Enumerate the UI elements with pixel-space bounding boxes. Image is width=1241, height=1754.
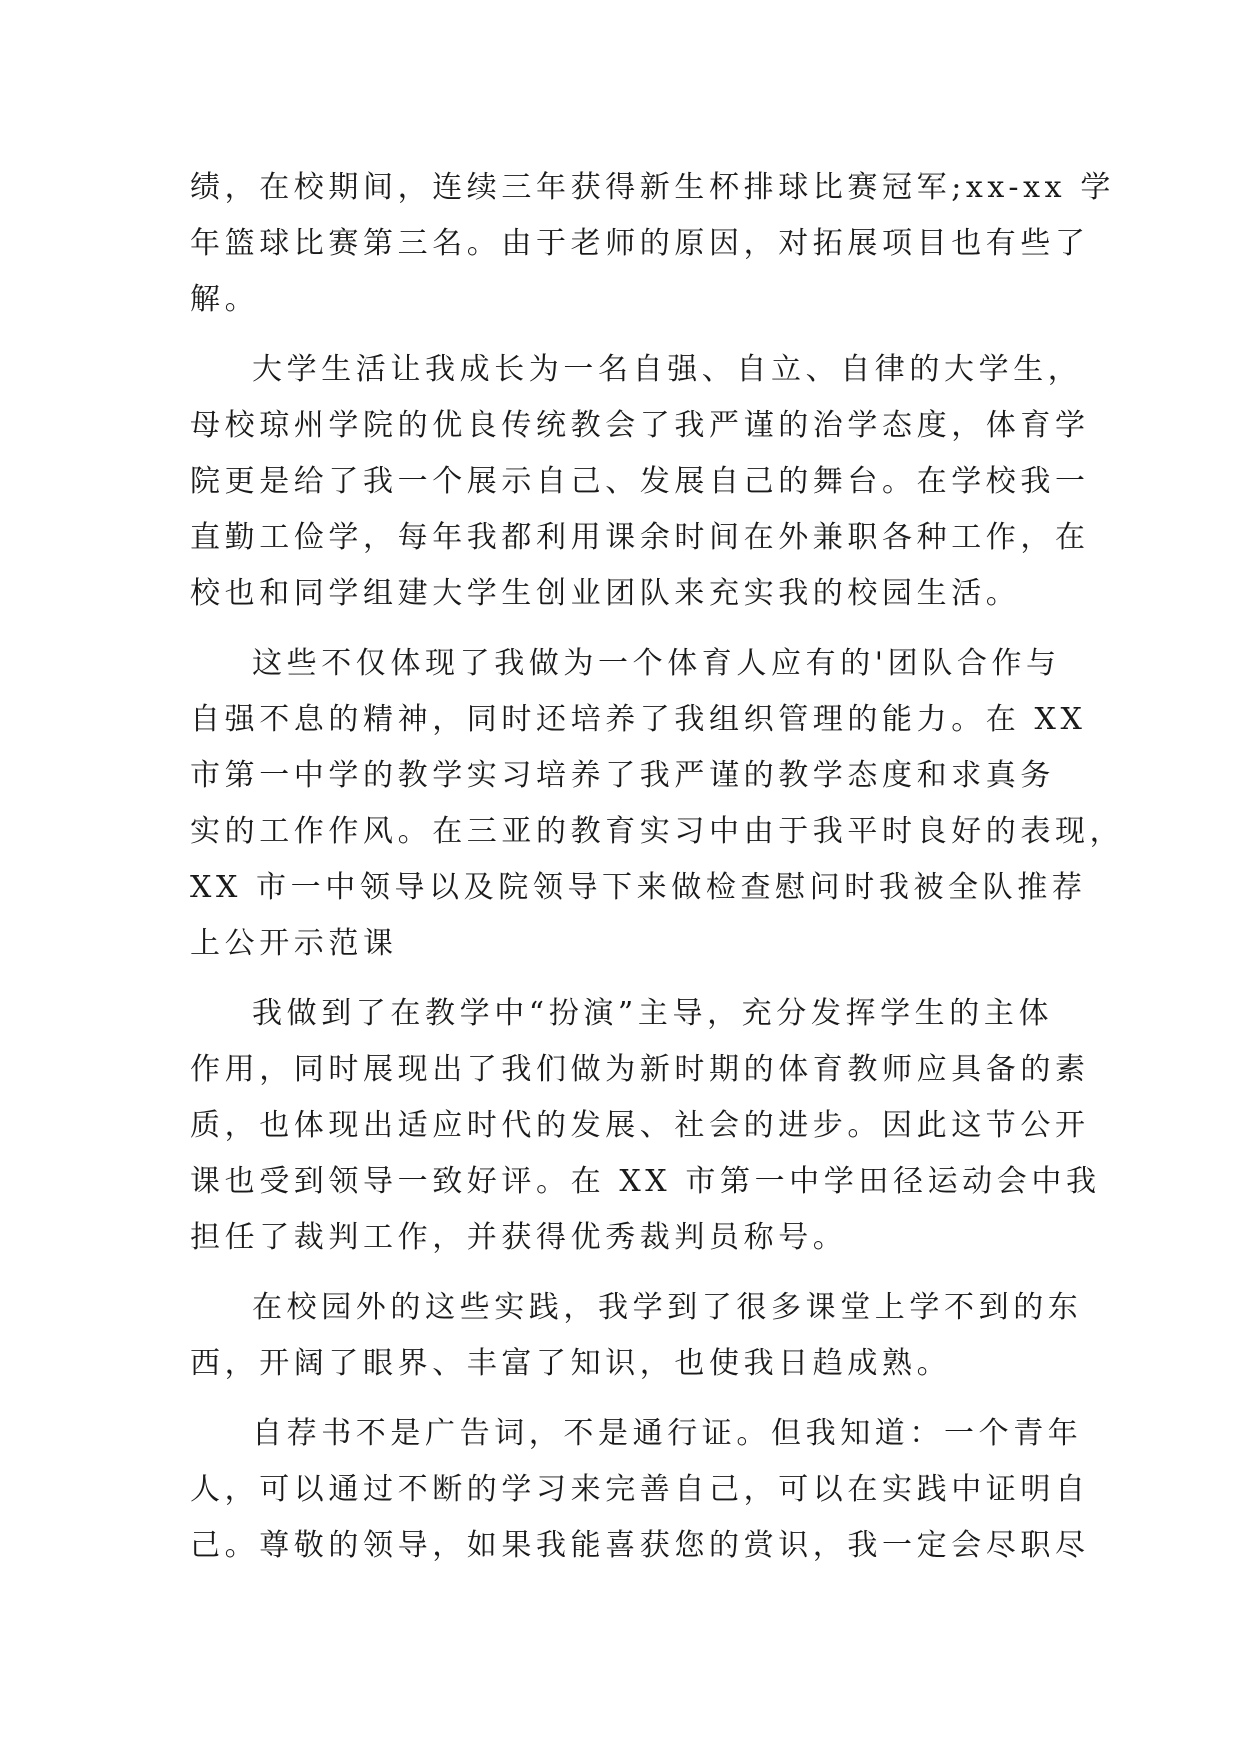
paragraph-6 — [190, 1406, 1090, 1574]
paragraph-2 — [190, 342, 1090, 622]
text-line: 解。 — [190, 282, 260, 317]
paragraph-1 — [190, 160, 1115, 328]
text-line: XX 市一中领导以及院领导下来做检查慰问时我被全队推荐 — [190, 870, 1087, 905]
text-line: 上公开示范课 — [190, 926, 398, 961]
text-line: 在校园外的这些实践，我学到了很多课堂上学不到的东 — [252, 1290, 1083, 1325]
text-line: 年篮球比赛第三名。由于老师的原因，对拓展项目也有些了 — [190, 226, 1090, 261]
text-line: 西，开阔了眼界、丰富了知识，也使我日趋成熟。 — [190, 1346, 952, 1381]
document-body — [190, 160, 1125, 1574]
text-line: 质，也体现出适应时代的发展、社会的进步。因此这节公开 — [190, 1108, 1090, 1143]
text-line: 作用，同时展现出了我们做为新时期的体育教师应具备的素 — [190, 1052, 1090, 1087]
text-line: 直勤工俭学，每年我都利用课余时间在外兼职各种工作，在 — [190, 520, 1090, 555]
text-line: 自强不息的精神，同时还培养了我组织管理的能力。在 XX — [190, 702, 1087, 737]
text-line: 市第一中学的教学实习培养了我严谨的教学态度和求真务 — [190, 758, 1055, 793]
text-line: 大学生活让我成长为一名自强、自立、自律的大学生， — [252, 352, 1083, 387]
paragraph-3 — [190, 636, 1125, 972]
text-line: 自荐书不是广告词，不是通行证。但我知道：一个青年 — [252, 1416, 1083, 1451]
text-line: 担任了裁判工作，并获得优秀裁判员称号。 — [190, 1220, 848, 1255]
text-line: 人，可以通过不断的学习来完善自己，可以在实践中证明自 — [190, 1472, 1090, 1507]
text-line: 这些不仅体现了我做为一个体育人应有的'团队合作与 — [252, 646, 1061, 681]
text-line: 实的工作作风。在三亚的教育实习中由于我平时良好的表现， — [190, 814, 1125, 849]
text-line: 我做到了在教学中“扮演”主导，充分发挥学生的主体 — [252, 996, 1054, 1031]
text-line: 己。尊敬的领导，如果我能喜获您的赏识，我一定会尽职尽 — [190, 1528, 1090, 1563]
text-line: 校也和同学组建大学生创业团队来充实我的校园生活。 — [190, 576, 1021, 611]
text-line: 母校琼州学院的优良传统教会了我严谨的治学态度，体育学 — [190, 408, 1090, 443]
text-line: 绩，在校期间，连续三年获得新生杯排球比赛冠军;xx-xx 学 — [190, 170, 1115, 205]
paragraph-4 — [190, 986, 1101, 1266]
paragraph-5 — [190, 1280, 1083, 1392]
text-line: 课也受到领导一致好评。在 XX 市第一中学田径运动会中我 — [190, 1164, 1101, 1199]
text-line: 院更是给了我一个展示自己、发展自己的舞台。在学校我一 — [190, 464, 1090, 499]
